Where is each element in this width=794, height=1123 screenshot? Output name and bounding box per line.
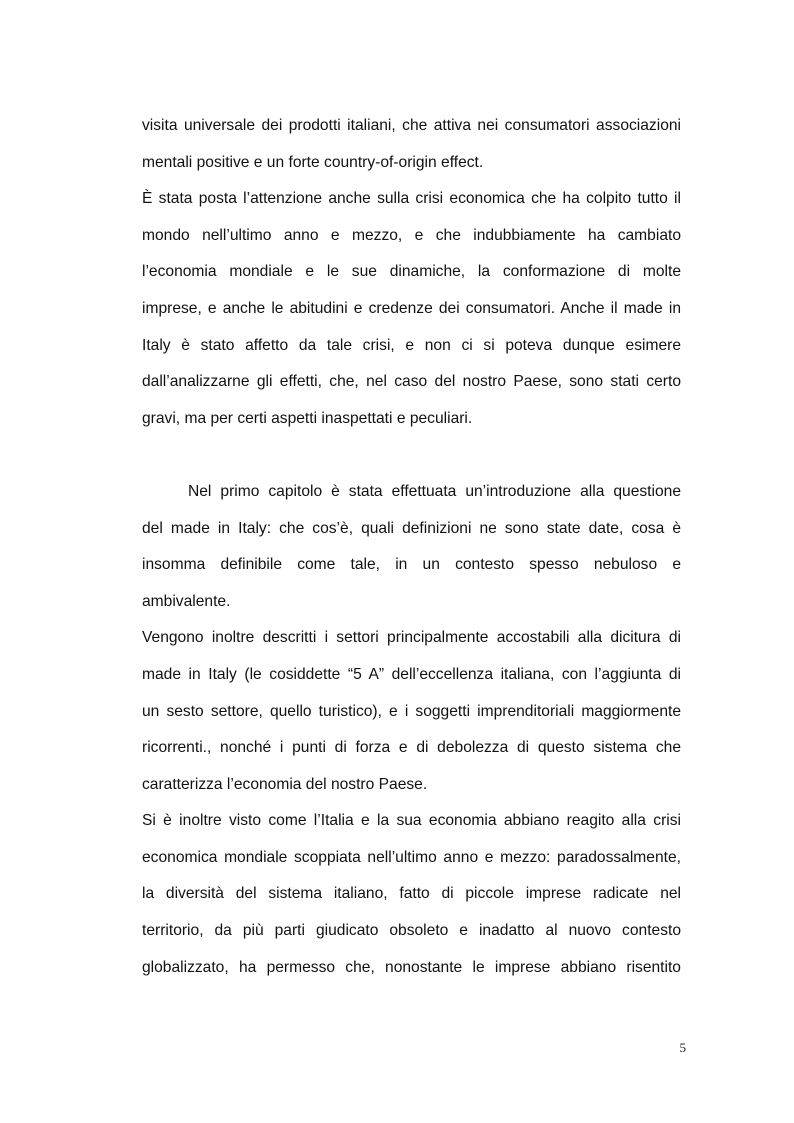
text-line: globalizzato, ha permesso che, nonostante le imprese abbiano risentito [142,958,681,976]
text-line: un sesto settore, quello turistico), e i soggetti imprenditoriali maggiormente [142,702,681,720]
text-line: territorio, da più parti giudicato obsoleto e inadatto al nuovo contesto [142,922,681,940]
text-line: Nel primo capitolo è stata effettuata un’introduzione alla questione [188,482,681,500]
paragraph-2 [142,181,681,437]
text-line: Italy è stato affetto da tale crisi, e non ci si poteva dunque esimere [142,336,681,354]
text-line: del made in Italy: che cos’è, quali definizioni ne sono state date, cosa è [142,519,681,537]
text-line: mentali positive e un forte country-of-origin effect. [142,153,484,171]
text-line: l’economia mondiale e le sue dinamiche, la conformazione di molte [142,263,681,281]
paragraph-1 [142,108,681,181]
text-line: Vengono inoltre descritti i settori principalmente accostabili alla dicitura di [142,629,681,647]
text-line: caratterizza l’economia del nostro Paese. [142,775,428,793]
text-line: ricorrenti., nonché i punti di forza e di debolezza di questo sistema che [142,739,681,757]
text-line: made in Italy (le cosiddette “5 A” dell’eccellenza italiana, con l’aggiunta di [142,665,681,683]
text-line: imprese, e anche le abitudini e credenze dei consumatori. Anche il made in [142,299,681,317]
paragraph-4 [142,620,681,803]
paragraph-3 [142,474,681,620]
text-line: economica mondiale scoppiata nell’ultimo anno e mezzo: paradossalmente, [142,848,681,866]
text-line: Si è inoltre visto come l’Italia e la sua economia abbiano reagito alla crisi [142,812,681,830]
page-number: 5 [679,1040,686,1055]
text-line: È stata posta l’attenzione anche sulla crisi economica che ha colpito tutto il [142,190,681,208]
text-line: la diversità del sistema italiano, fatto di piccole imprese radicate nel [142,885,681,903]
paragraph-spacer [142,437,681,474]
text-line: dall’analizzarne gli effetti, che, nel caso del nostro Paese, sono stati certo [142,373,681,391]
text-line: insomma definibile come tale, in un contesto spesso nebuloso e [142,556,681,574]
text-line: ambivalente. [142,592,231,610]
text-line: visita universale dei prodotti italiani, che attiva nei consumatori associazioni [142,117,681,134]
text-line: mondo nell’ultimo anno e mezzo, e che indubbiamente ha cambiato [142,226,681,244]
paragraph-5 [142,803,681,986]
text-line: gravi, ma per certi aspetti inaspettati e peculiari. [142,409,473,427]
page-body [142,108,681,986]
